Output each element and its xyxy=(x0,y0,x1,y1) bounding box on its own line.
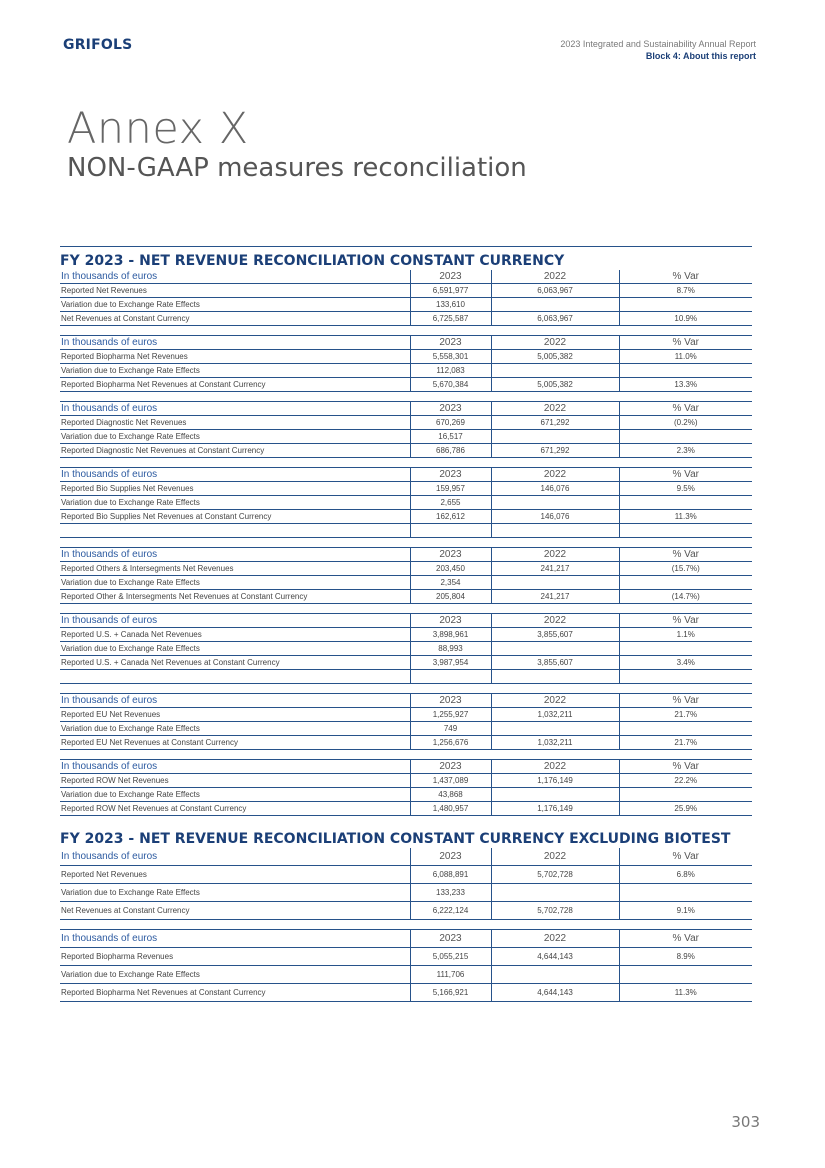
header-column: 2022 xyxy=(491,336,619,350)
empty-cell xyxy=(619,524,752,538)
row-value: 671,292 xyxy=(491,444,619,458)
row-value: 241,217 xyxy=(491,562,619,576)
row-value: 3,855,607 xyxy=(491,656,619,670)
header-column: 2023 xyxy=(410,614,491,628)
table-header-row xyxy=(60,694,752,708)
header-units: In thousands of euros xyxy=(60,760,410,774)
row-value: 3,898,961 xyxy=(410,628,491,642)
header-units: In thousands of euros xyxy=(60,336,410,350)
row-value: 9.1% xyxy=(619,902,752,920)
header-column: 2022 xyxy=(491,270,619,284)
header-units: In thousands of euros xyxy=(60,468,410,482)
table-row xyxy=(60,562,752,576)
row-label: Variation due to Exchange Rate Effects xyxy=(60,966,410,984)
row-value: 1,256,676 xyxy=(410,736,491,750)
row-value: 1,437,089 xyxy=(410,774,491,788)
row-value: 205,804 xyxy=(410,590,491,604)
row-value: 6,591,977 xyxy=(410,284,491,298)
header-column: 2023 xyxy=(410,548,491,562)
header-column: 2023 xyxy=(410,270,491,284)
row-label: Variation due to Exchange Rate Effects xyxy=(60,722,410,736)
row-value: 21.7% xyxy=(619,736,752,750)
row-value: 88,993 xyxy=(410,642,491,656)
section-1-tables xyxy=(60,270,752,816)
table-row xyxy=(60,350,752,364)
row-value: 2.3% xyxy=(619,444,752,458)
table-row xyxy=(60,788,752,802)
row-label: Reported Others & Intersegments Net Revenues xyxy=(60,562,410,576)
table-spacer xyxy=(60,538,752,547)
header-column: % Var xyxy=(619,848,752,866)
row-value: 8.7% xyxy=(619,284,752,298)
header-units: In thousands of euros xyxy=(60,848,410,866)
row-label: Reported Net Revenues xyxy=(60,284,410,298)
reconciliation-content xyxy=(60,246,752,1002)
row-value: 133,610 xyxy=(410,298,491,312)
table-header-row xyxy=(60,270,752,284)
section-1 xyxy=(60,246,752,816)
table-row xyxy=(60,966,752,984)
table-row xyxy=(60,482,752,496)
row-label: Reported Diagnostic Net Revenues at Constant Currency xyxy=(60,444,410,458)
row-value: 671,292 xyxy=(491,416,619,430)
row-label: Reported ROW Net Revenues xyxy=(60,774,410,788)
table-header-row xyxy=(60,548,752,562)
table-header-row xyxy=(60,402,752,416)
row-value: 6.8% xyxy=(619,866,752,884)
row-value: 670,269 xyxy=(410,416,491,430)
row-label: Reported U.S. + Canada Net Revenues at Constant Currency xyxy=(60,656,410,670)
row-value xyxy=(619,430,752,444)
section-2-title: FY 2023 - NET REVENUE RECONCILIATION CONSTANT CURRENCY EXCLUDING BIOTEST xyxy=(60,831,731,847)
annex-title: Annex X xyxy=(67,104,249,154)
table-row xyxy=(60,416,752,430)
row-label: Reported Biopharma Revenues xyxy=(60,948,410,966)
table-row xyxy=(60,708,752,722)
row-value: 133,233 xyxy=(410,884,491,902)
row-value xyxy=(619,496,752,510)
reconciliation-table xyxy=(60,547,752,604)
page-number: 303 xyxy=(731,1113,760,1131)
table-spacer xyxy=(60,684,752,693)
row-value xyxy=(491,364,619,378)
row-value xyxy=(619,576,752,590)
row-value: 749 xyxy=(410,722,491,736)
row-value: 2,354 xyxy=(410,576,491,590)
row-label: Reported Diagnostic Net Revenues xyxy=(60,416,410,430)
table-row xyxy=(60,590,752,604)
header-column: % Var xyxy=(619,336,752,350)
row-value: 3,855,607 xyxy=(491,628,619,642)
row-value xyxy=(491,788,619,802)
table-row xyxy=(60,298,752,312)
table-row xyxy=(60,736,752,750)
row-value xyxy=(619,884,752,902)
row-label: Reported Bio Supplies Net Revenues xyxy=(60,482,410,496)
row-value: 203,450 xyxy=(410,562,491,576)
header-column: % Var xyxy=(619,694,752,708)
row-value xyxy=(491,298,619,312)
empty-cell xyxy=(619,670,752,684)
row-value: 6,063,967 xyxy=(491,312,619,326)
row-label: Variation due to Exchange Rate Effects xyxy=(60,576,410,590)
section-1-title: FY 2023 - NET REVENUE RECONCILIATION CONSTANT CURRENCY xyxy=(60,253,565,269)
report-title: 2023 Integrated and Sustainability Annual Report xyxy=(560,39,756,49)
empty-cell xyxy=(491,670,619,684)
annex-subtitle: NON-GAAP measures reconciliation xyxy=(67,153,527,183)
header-column: % Var xyxy=(619,614,752,628)
header-units: In thousands of euros xyxy=(60,270,410,284)
row-value: 6,063,967 xyxy=(491,284,619,298)
row-value: 5,702,728 xyxy=(491,902,619,920)
report-block: Block 4: About this report xyxy=(645,51,756,61)
row-value: 5,055,215 xyxy=(410,948,491,966)
row-value: 1,176,149 xyxy=(491,802,619,816)
row-value: 4,644,143 xyxy=(491,984,619,1002)
header-column: 2023 xyxy=(410,336,491,350)
row-value: 241,217 xyxy=(491,590,619,604)
row-value: 146,076 xyxy=(491,482,619,496)
table-header-row xyxy=(60,930,752,948)
row-value: 1,176,149 xyxy=(491,774,619,788)
row-label: Reported Biopharma Net Revenues at Constant Currency xyxy=(60,378,410,392)
empty-row xyxy=(60,670,752,684)
row-value: 5,702,728 xyxy=(491,866,619,884)
header-column: % Var xyxy=(619,402,752,416)
row-label: Variation due to Exchange Rate Effects xyxy=(60,298,410,312)
reconciliation-table xyxy=(60,693,752,750)
row-label: Variation due to Exchange Rate Effects xyxy=(60,884,410,902)
table-row xyxy=(60,984,752,1002)
header-units: In thousands of euros xyxy=(60,548,410,562)
row-value: 11.0% xyxy=(619,350,752,364)
row-label: Variation due to Exchange Rate Effects xyxy=(60,364,410,378)
row-value: 686,786 xyxy=(410,444,491,458)
row-value: 8.9% xyxy=(619,948,752,966)
reconciliation-table xyxy=(60,335,752,392)
table-header-row xyxy=(60,468,752,482)
row-value xyxy=(491,496,619,510)
row-value: 1,480,957 xyxy=(410,802,491,816)
row-label: Reported Biopharma Net Revenues xyxy=(60,350,410,364)
grifols-logo: GRIFOLS xyxy=(63,37,133,53)
row-label: Reported Net Revenues xyxy=(60,866,410,884)
table-row xyxy=(60,364,752,378)
header-column: 2022 xyxy=(491,930,619,948)
row-value: 6,222,124 xyxy=(410,902,491,920)
row-value: 43,868 xyxy=(410,788,491,802)
table-row xyxy=(60,496,752,510)
row-value: 10.9% xyxy=(619,312,752,326)
table-row xyxy=(60,444,752,458)
table-spacer xyxy=(60,326,752,335)
header-column: 2023 xyxy=(410,930,491,948)
row-value xyxy=(491,642,619,656)
row-label: Variation due to Exchange Rate Effects xyxy=(60,496,410,510)
page-header xyxy=(0,0,825,70)
table-row xyxy=(60,430,752,444)
header-column: 2023 xyxy=(410,468,491,482)
reconciliation-table xyxy=(60,270,752,326)
row-label: Variation due to Exchange Rate Effects xyxy=(60,430,410,444)
table-row xyxy=(60,802,752,816)
table-row xyxy=(60,774,752,788)
table-row xyxy=(60,948,752,966)
row-label: Reported EU Net Revenues xyxy=(60,708,410,722)
row-value: 146,076 xyxy=(491,510,619,524)
row-label: Net Revenues at Constant Currency xyxy=(60,902,410,920)
reconciliation-table xyxy=(60,848,752,920)
row-value xyxy=(491,884,619,902)
row-value xyxy=(619,298,752,312)
reconciliation-table xyxy=(60,613,752,684)
table-row xyxy=(60,378,752,392)
row-value: (15.7%) xyxy=(619,562,752,576)
row-value: 2,655 xyxy=(410,496,491,510)
header-column: % Var xyxy=(619,548,752,562)
header-column: 2022 xyxy=(491,760,619,774)
row-value: (0.2%) xyxy=(619,416,752,430)
row-value xyxy=(619,722,752,736)
row-value: 5,005,382 xyxy=(491,378,619,392)
row-label: Reported ROW Net Revenues at Constant Currency xyxy=(60,802,410,816)
reconciliation-table xyxy=(60,759,752,816)
section-2-tables xyxy=(60,848,752,1002)
header-column: 2023 xyxy=(410,760,491,774)
header-column: 2022 xyxy=(491,402,619,416)
row-value: 11.3% xyxy=(619,510,752,524)
empty-cell xyxy=(410,670,491,684)
row-value: 9.5% xyxy=(619,482,752,496)
row-value: 112,083 xyxy=(410,364,491,378)
header-column: 2022 xyxy=(491,694,619,708)
table-row xyxy=(60,722,752,736)
row-label: Variation due to Exchange Rate Effects xyxy=(60,788,410,802)
header-units: In thousands of euros xyxy=(60,402,410,416)
header-column: % Var xyxy=(619,760,752,774)
header-units: In thousands of euros xyxy=(60,614,410,628)
empty-cell xyxy=(491,524,619,538)
row-value: 159,957 xyxy=(410,482,491,496)
header-units: In thousands of euros xyxy=(60,694,410,708)
header-column: 2022 xyxy=(491,468,619,482)
row-value: 1.1% xyxy=(619,628,752,642)
row-value: 6,725,587 xyxy=(410,312,491,326)
table-row xyxy=(60,312,752,326)
table-row xyxy=(60,866,752,884)
table-spacer xyxy=(60,920,752,929)
table-spacer xyxy=(60,458,752,467)
empty-cell xyxy=(60,670,410,684)
reconciliation-table xyxy=(60,401,752,458)
row-value: 111,706 xyxy=(410,966,491,984)
row-value: 162,612 xyxy=(410,510,491,524)
row-label: Reported Biopharma Net Revenues at Constant Currency xyxy=(60,984,410,1002)
table-row xyxy=(60,284,752,298)
row-value: 4,644,143 xyxy=(491,948,619,966)
header-column: % Var xyxy=(619,930,752,948)
row-value: 5,005,382 xyxy=(491,350,619,364)
row-value xyxy=(619,364,752,378)
table-row xyxy=(60,656,752,670)
row-value xyxy=(491,966,619,984)
row-value: 13.3% xyxy=(619,378,752,392)
row-value: 22.2% xyxy=(619,774,752,788)
table-row xyxy=(60,510,752,524)
table-header-row xyxy=(60,760,752,774)
row-value: 21.7% xyxy=(619,708,752,722)
empty-row xyxy=(60,524,752,538)
row-value: 3,987,954 xyxy=(410,656,491,670)
header-column: 2023 xyxy=(410,848,491,866)
row-value: 3.4% xyxy=(619,656,752,670)
row-label: Reported EU Net Revenues at Constant Currency xyxy=(60,736,410,750)
row-value xyxy=(619,642,752,656)
row-value xyxy=(619,966,752,984)
header-column: 2023 xyxy=(410,694,491,708)
row-label: Reported U.S. + Canada Net Revenues xyxy=(60,628,410,642)
annex-heading xyxy=(67,104,527,182)
section-2 xyxy=(60,830,752,1002)
reconciliation-table xyxy=(60,929,752,1002)
row-label: Net Revenues at Constant Currency xyxy=(60,312,410,326)
header-column: % Var xyxy=(619,468,752,482)
table-row xyxy=(60,902,752,920)
reconciliation-table xyxy=(60,467,752,538)
table-row xyxy=(60,576,752,590)
row-value: 1,032,211 xyxy=(491,736,619,750)
table-header-row xyxy=(60,848,752,866)
row-value: 6,088,891 xyxy=(410,866,491,884)
row-value: 1,255,927 xyxy=(410,708,491,722)
row-label: Reported Bio Supplies Net Revenues at Constant Currency xyxy=(60,510,410,524)
row-value: 16,517 xyxy=(410,430,491,444)
header-column: 2022 xyxy=(491,614,619,628)
row-label: Reported Other & Intersegments Net Revenues at Constant Currency xyxy=(60,590,410,604)
table-row xyxy=(60,642,752,656)
row-value: 1,032,211 xyxy=(491,708,619,722)
row-value: 5,166,921 xyxy=(410,984,491,1002)
row-value: 5,670,384 xyxy=(410,378,491,392)
row-value xyxy=(491,722,619,736)
header-units: In thousands of euros xyxy=(60,930,410,948)
row-value: 11.3% xyxy=(619,984,752,1002)
row-value xyxy=(491,576,619,590)
row-value: (14.7%) xyxy=(619,590,752,604)
row-label: Variation due to Exchange Rate Effects xyxy=(60,642,410,656)
table-header-row xyxy=(60,614,752,628)
row-value xyxy=(619,788,752,802)
empty-cell xyxy=(60,524,410,538)
header-column: 2023 xyxy=(410,402,491,416)
table-header-row xyxy=(60,336,752,350)
report-info xyxy=(560,38,756,62)
table-spacer xyxy=(60,604,752,613)
header-column: 2022 xyxy=(491,848,619,866)
table-spacer xyxy=(60,750,752,759)
row-value: 25.9% xyxy=(619,802,752,816)
table-row xyxy=(60,884,752,902)
row-value: 5,558,301 xyxy=(410,350,491,364)
table-row xyxy=(60,628,752,642)
table-spacer xyxy=(60,392,752,401)
header-column: 2022 xyxy=(491,548,619,562)
header-column: % Var xyxy=(619,270,752,284)
row-value xyxy=(491,430,619,444)
empty-cell xyxy=(410,524,491,538)
